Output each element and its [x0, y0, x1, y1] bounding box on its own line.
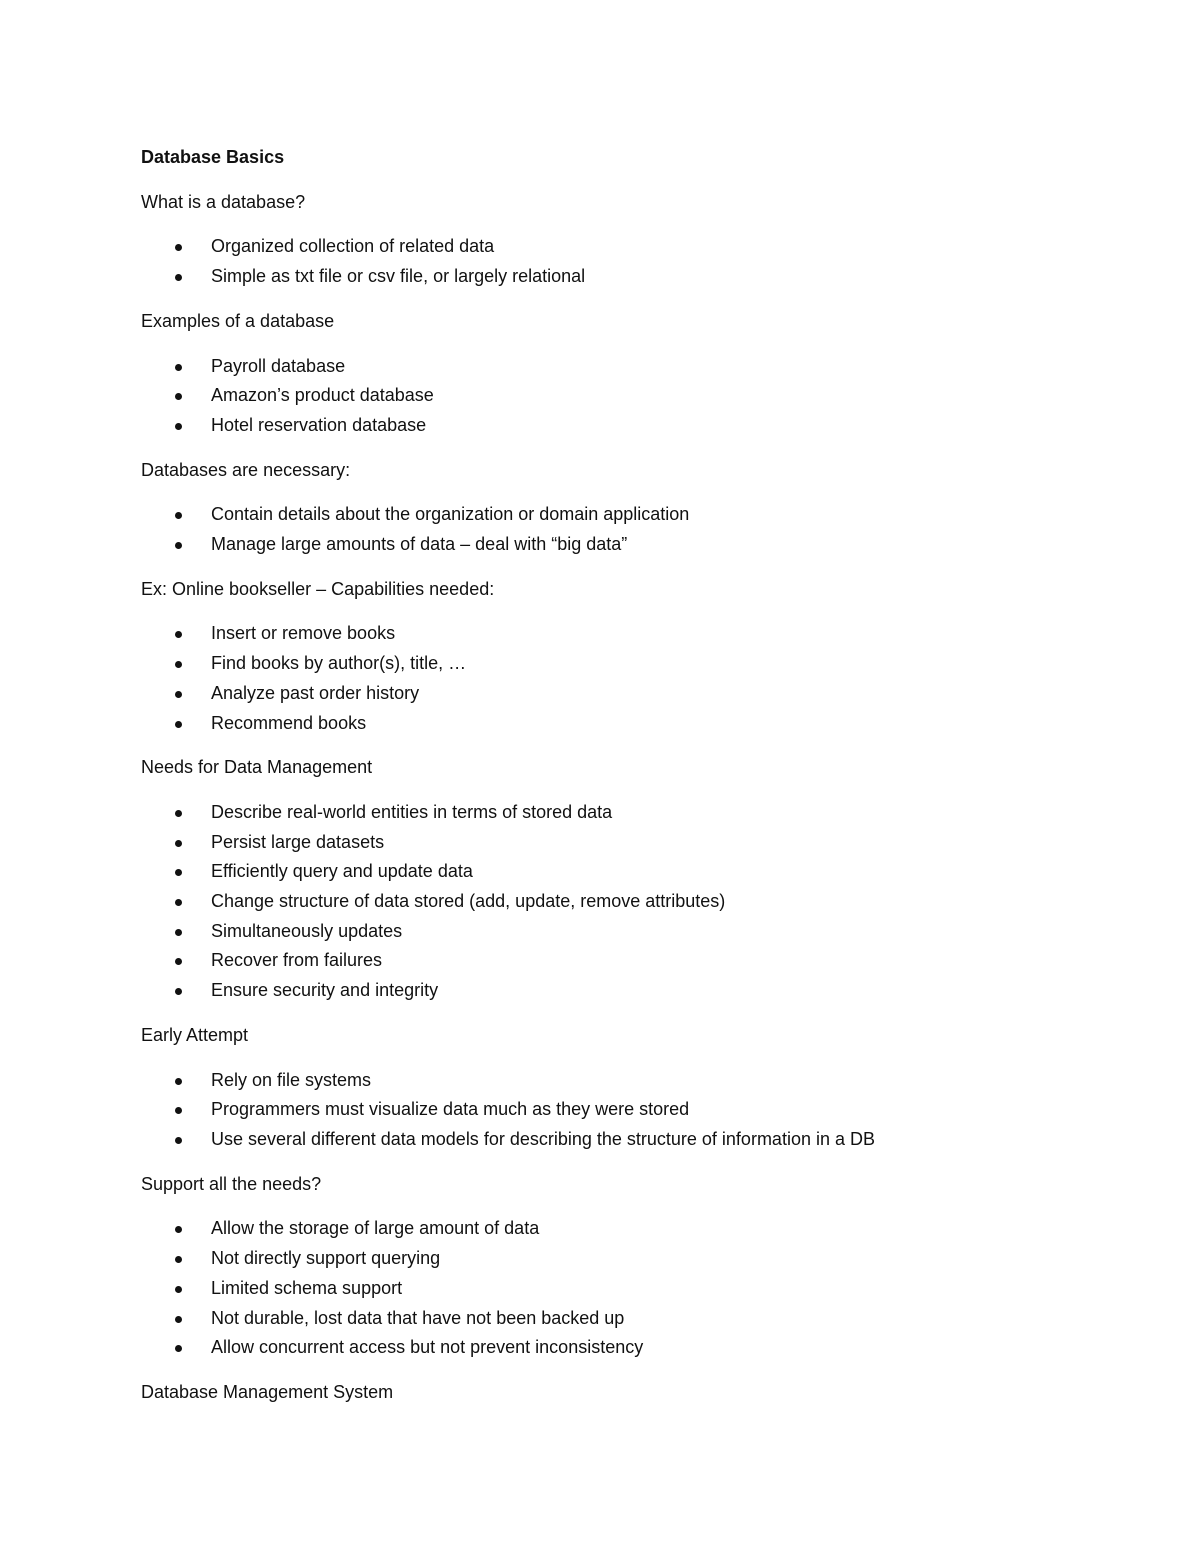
list-item	[141, 232, 1101, 262]
list-item-text: Change structure of data stored (add, update, remove attributes)	[211, 891, 726, 912]
list-item	[141, 887, 1101, 917]
bullet-icon	[175, 1107, 182, 1114]
list-item-text: Allow the storage of large amount of data	[211, 1218, 540, 1239]
section-heading: Needs for Data Management	[141, 757, 373, 778]
document-body	[141, 143, 1101, 1423]
bullet-icon	[175, 810, 182, 817]
list-item-text: Recover from failures	[211, 950, 383, 971]
list-item-text: Simultaneously updates	[211, 920, 403, 941]
bullet-list	[141, 500, 1101, 559]
list-item	[141, 1066, 1101, 1096]
list-item-text: Programmers must visualize data much as they were stored	[211, 1099, 690, 1120]
list-item-text: Not directly support querying	[211, 1248, 441, 1269]
section	[141, 753, 1101, 1006]
list-item-text: Payroll database	[211, 355, 346, 376]
list-item-text: Manage large amounts of data – deal with “big data”	[211, 534, 628, 555]
list-item	[141, 411, 1101, 441]
bullet-icon	[175, 721, 182, 728]
list-item	[141, 1214, 1101, 1244]
list-item	[141, 1274, 1101, 1304]
bullet-icon	[175, 393, 182, 400]
list-item-text: Efficiently query and update data	[211, 861, 473, 882]
section-heading: Database Management System	[141, 1381, 394, 1402]
list-item-text: Recommend books	[211, 712, 367, 733]
bullet-list	[141, 798, 1101, 1006]
list-item	[141, 381, 1101, 411]
list-item	[141, 709, 1101, 739]
list-item-text: Ensure security and integrity	[211, 980, 439, 1001]
section	[141, 1170, 1101, 1363]
list-item-text: Insert or remove books	[211, 623, 396, 644]
list-item	[141, 649, 1101, 679]
section-heading: Support all the needs?	[141, 1173, 322, 1194]
section-heading: Early Attempt	[141, 1024, 249, 1045]
list-item	[141, 917, 1101, 947]
bullet-icon	[175, 1256, 182, 1263]
section	[141, 307, 1101, 441]
bullet-icon	[175, 274, 182, 281]
bullet-icon	[175, 512, 182, 519]
bullet-icon	[175, 1226, 182, 1233]
list-item	[141, 798, 1101, 828]
bullet-icon	[175, 869, 182, 876]
section-heading: Ex: Online bookseller – Capabilities needed:	[141, 578, 495, 599]
section	[141, 188, 1101, 292]
list-item	[141, 1244, 1101, 1274]
list-item	[141, 1333, 1101, 1363]
bullet-icon	[175, 542, 182, 549]
list-item-text: Persist large datasets	[211, 831, 385, 852]
document-title: Database Basics	[141, 147, 285, 167]
list-item	[141, 500, 1101, 530]
list-item	[141, 530, 1101, 560]
section	[141, 456, 1101, 560]
bullet-icon	[175, 958, 182, 965]
list-item	[141, 946, 1101, 976]
list-item	[141, 679, 1101, 709]
bullet-list	[141, 352, 1101, 441]
bullet-icon	[175, 899, 182, 906]
bullet-icon	[175, 1345, 182, 1352]
list-item	[141, 262, 1101, 292]
list-item-text: Find books by author(s), title, …	[211, 653, 467, 674]
bullet-icon	[175, 988, 182, 995]
list-item	[141, 1304, 1101, 1334]
bullet-list	[141, 1214, 1101, 1363]
bullet-icon	[175, 929, 182, 936]
list-item	[141, 352, 1101, 382]
list-item-text: Organized collection of related data	[211, 236, 495, 257]
list-item	[141, 857, 1101, 887]
bullet-list	[141, 1066, 1101, 1155]
bullet-icon	[175, 244, 182, 251]
list-item-text: Hotel reservation database	[211, 414, 427, 435]
list-item	[141, 1095, 1101, 1125]
list-item-text: Use several different data models for describing the structure of information in a DB	[211, 1128, 875, 1149]
list-item-text: Contain details about the organization or domain application	[211, 504, 690, 525]
bullet-icon	[175, 691, 182, 698]
section	[141, 1378, 1101, 1408]
bullet-icon	[175, 1137, 182, 1144]
bullet-icon	[175, 364, 182, 371]
list-item-text: Amazon’s product database	[211, 385, 434, 406]
list-item	[141, 619, 1101, 649]
section-heading: Databases are necessary:	[141, 459, 351, 480]
list-item-text: Analyze past order history	[211, 682, 420, 703]
bullet-list	[141, 232, 1101, 291]
bullet-icon	[175, 423, 182, 430]
list-item	[141, 976, 1101, 1006]
bullet-icon	[175, 1286, 182, 1293]
bullet-icon	[175, 631, 182, 638]
list-item-text: Rely on file systems	[211, 1069, 372, 1090]
section-heading: Examples of a database	[141, 310, 335, 331]
bullet-icon	[175, 840, 182, 847]
list-item	[141, 1125, 1101, 1155]
bullet-icon	[175, 1078, 182, 1085]
section	[141, 1021, 1101, 1155]
bullet-icon	[175, 1316, 182, 1323]
list-item-text: Simple as txt file or csv file, or largely relational	[211, 266, 586, 287]
section-heading: What is a database?	[141, 191, 306, 212]
sections-container	[141, 188, 1101, 1408]
list-item-text: Limited schema support	[211, 1277, 403, 1298]
section	[141, 575, 1101, 739]
list-item-text: Describe real-world entities in terms of stored data	[211, 801, 613, 822]
list-item-text: Allow concurrent access but not prevent inconsistency	[211, 1337, 644, 1358]
list-item-text: Not durable, lost data that have not been backed up	[211, 1307, 625, 1328]
bullet-icon	[175, 661, 182, 668]
list-item	[141, 828, 1101, 858]
bullet-list	[141, 619, 1101, 738]
